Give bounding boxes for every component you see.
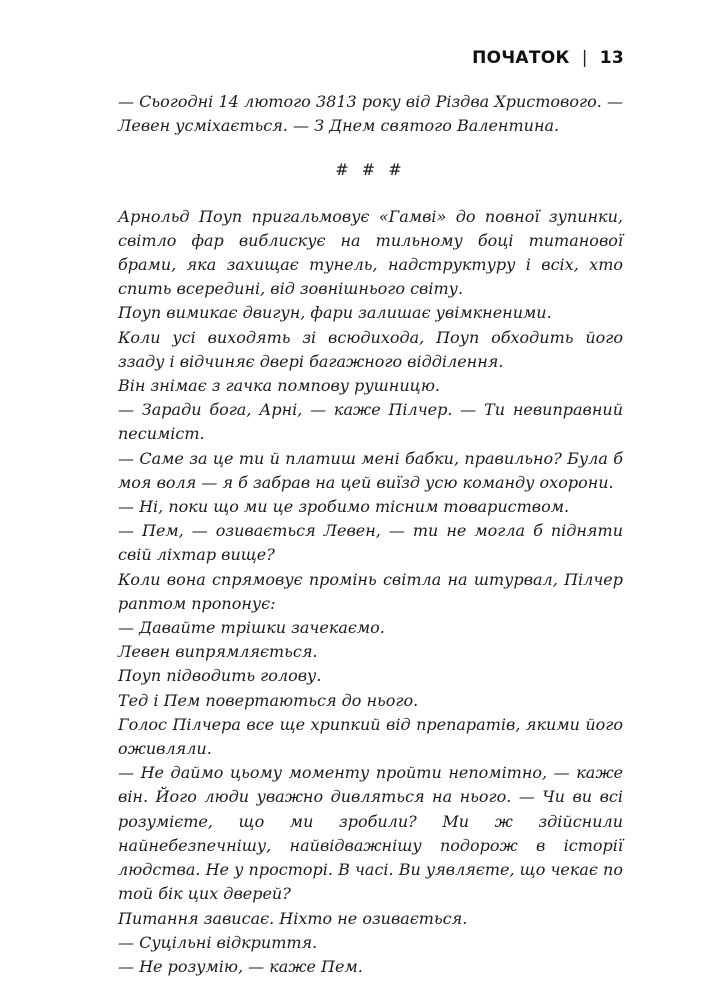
paragraph: — Ні, поки що ми це зробимо тісним товариством. bbox=[118, 497, 570, 517]
paragraph: — Не даймо цьому моменту пройти непомітно, — каже він. Його люди уважно дивляться на нього. — Чи ви всі розумієте, що ми зробили? Ми ж здійснили найнебезпечнішу, найвідважнішу подорож в історії людства. Не у просторі. В часі. Ви уявляєте, що чекає по той бік цих дверей? bbox=[118, 763, 623, 904]
section-title: ПОЧАТОК bbox=[472, 48, 570, 68]
paragraph: — Пем, — озивається Левен, — ти не могла б підняти свій ліхтар вище? bbox=[118, 521, 623, 565]
page-number: 13 bbox=[599, 48, 624, 68]
paragraph: Коли усі виходять зі всюдихода, Поуп обходить його ззаду і відчиняє двері багажного відділення. bbox=[118, 327, 623, 371]
paragraph: — Давайте трішки зачекаємо. bbox=[118, 618, 385, 638]
paragraph: Питання зависає. Ніхто не озивається. bbox=[118, 908, 468, 928]
paragraph: Голос Пілчера все ще хрипкий від препаратів, якими його оживляли. bbox=[118, 714, 623, 759]
paragraph: — Суцільні відкриття. bbox=[118, 932, 318, 952]
paragraph: Арнольд Поуп пригальмовує «Гамві» до повної зупинки, світло фар виблискує на тильному боці титанової брами, яка захищає тунель, надструктуру і всіх, хто спить всередині, від зовнішнього світу. bbox=[118, 206, 623, 299]
paragraph: — Саме за це ти й платиш мені бабки, правильно? Була б моя воля — я б забрав на цей виїзд усю команду охорони. bbox=[118, 448, 623, 492]
paragraph: Коли вона спрямовує промінь світла на штурвал, Пілчер раптом пропонує: bbox=[118, 569, 623, 613]
running-head bbox=[472, 48, 624, 68]
paragraph: — Заради бога, Арні, — каже Пілчер. — Ти невиправний песиміст. bbox=[118, 400, 623, 444]
paragraph: Він знімає з гачка помпову рушницю. bbox=[118, 376, 440, 396]
body-text bbox=[118, 90, 623, 979]
paragraph: Тед і Пем повертаються до нього. bbox=[118, 690, 419, 710]
paragraph: Поуп підводить голову. bbox=[118, 666, 322, 686]
header-separator: | bbox=[581, 48, 588, 68]
paragraph: — Сьогодні 14 лютого 3813 року від Різдва Христового. — Левен усміхається. — З Днем святого Валентина. bbox=[118, 92, 623, 136]
paragraph: Левен випрямляється. bbox=[118, 642, 318, 662]
section-break: # # # bbox=[335, 160, 406, 180]
paragraph: Поуп вимикає двигун, фари залишає увімкненими. bbox=[118, 303, 552, 323]
paragraph: — Не розумію, — каже Пем. bbox=[118, 956, 363, 976]
